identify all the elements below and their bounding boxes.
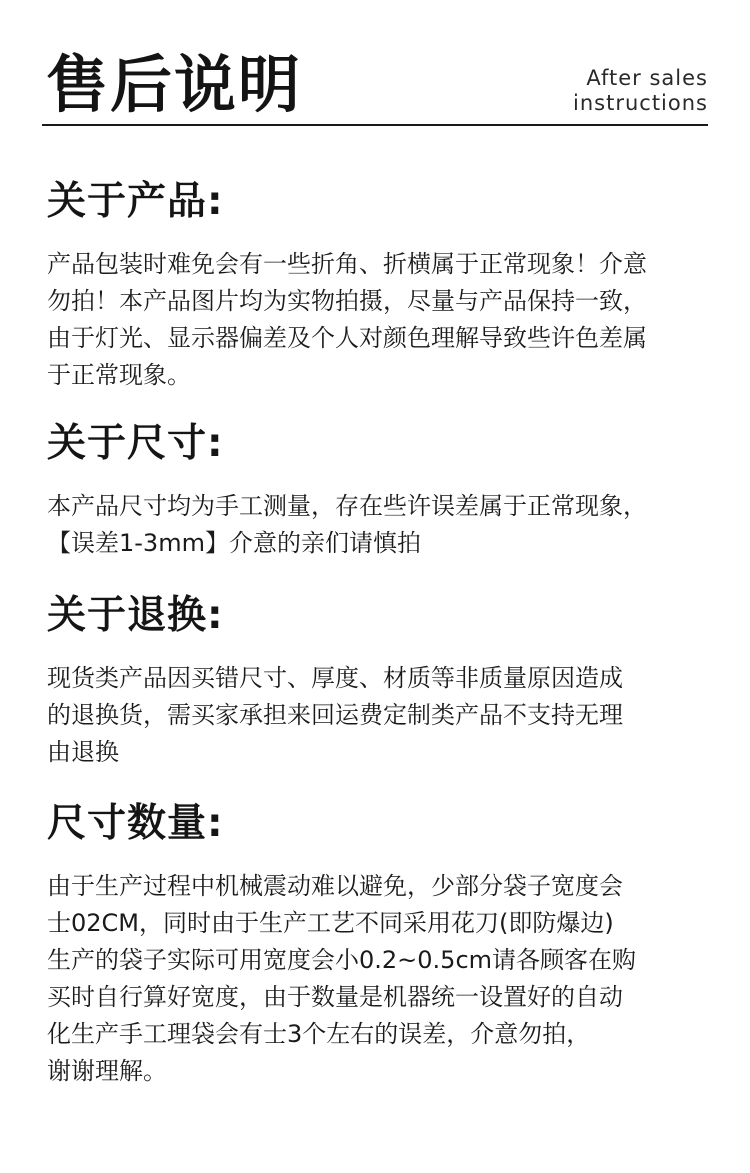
body-line: 士02CM，同时由于生产工艺不同采用花刀(即防爆边)	[47, 909, 614, 937]
body-line: 买时自行算好宽度，由于数量是机器统一设置好的自动	[47, 983, 623, 1011]
body-line: 由于灯光、显示器偏差及个人对颜色理解导致些许色差属	[47, 324, 647, 352]
page-subtitle	[498, 66, 708, 116]
body-line: 产品包装时难免会有一些折角、折横属于正常现象！介意	[47, 250, 647, 278]
body-line: 生产的袋子实际可用宽度会小0.2~0.5cm请各顾客在购	[47, 946, 637, 974]
body-line: 化生产手工理袋会有士3个左右的误差，介意勿拍，	[47, 1020, 591, 1048]
body-line: 【误差1-3mm】介意的亲们请慎拍	[47, 529, 421, 557]
subtitle-line-1: After sales	[586, 66, 708, 90]
body-line: 勿拍！本产品图片均为实物拍摄，尽量与产品保持一致，	[47, 287, 647, 315]
body-line: 由于生产过程中机械震动难以避免，少部分袋子宽度会	[47, 872, 623, 900]
section-about-returns	[47, 594, 727, 771]
section-about-product	[47, 180, 727, 394]
subtitle-line-2: instructions	[573, 91, 708, 115]
page-title: 售后说明	[46, 48, 303, 121]
page-header	[42, 40, 708, 126]
section-body	[47, 868, 727, 1090]
section-heading: 关于退换:	[47, 593, 224, 638]
section-body	[47, 660, 727, 771]
body-line: 于正常现象。	[47, 361, 191, 389]
section-body	[47, 488, 727, 562]
section-about-size	[47, 422, 727, 562]
section-size-quantity	[47, 802, 727, 1090]
section-heading: 尺寸数量:	[47, 801, 224, 846]
body-line: 的退换货，需买家承担来回运费定制类产品不支持无理	[47, 701, 623, 729]
section-heading: 关于尺寸:	[47, 421, 224, 466]
body-line: 现货类产品因买错尺寸、厚度、材质等非质量原因造成	[47, 664, 623, 692]
body-line: 本产品尺寸均为手工测量，存在些许误差属于正常现象，	[47, 492, 647, 520]
section-heading: 关于产品:	[47, 179, 224, 224]
body-line: 谢谢理解。	[47, 1057, 167, 1085]
section-body	[47, 246, 727, 394]
body-line: 由退换	[47, 738, 119, 766]
